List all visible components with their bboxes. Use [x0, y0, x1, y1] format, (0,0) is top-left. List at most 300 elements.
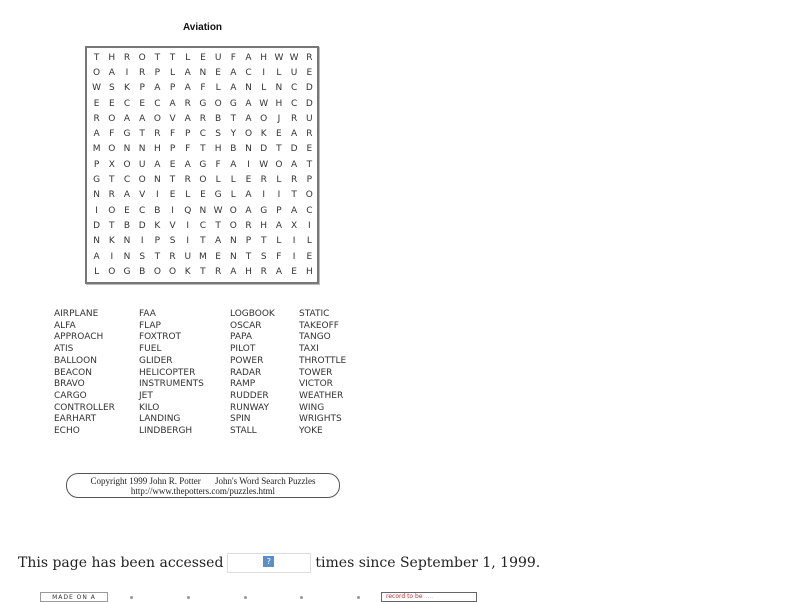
grid-row	[89, 142, 317, 157]
grid-cell: E	[200, 52, 206, 63]
grid-cell: O	[93, 67, 101, 78]
grid-cell: C	[123, 175, 131, 186]
grid-cell: E	[215, 251, 221, 262]
grid-cell: O	[229, 205, 237, 216]
word-list-item: SPIN	[230, 414, 251, 425]
grid-cell: T	[200, 266, 206, 277]
grid-cell: L	[306, 236, 312, 247]
word-list-item: TANGO	[299, 332, 331, 343]
grid-cell: N	[93, 236, 100, 247]
grid-cell: H	[214, 144, 222, 155]
puzzles-url-link[interactable]: http://www.thepotters.com/puzzles.html	[130, 486, 276, 496]
grid-row	[89, 111, 317, 126]
grid-cell: T	[139, 129, 145, 140]
grid-cell: T	[154, 52, 161, 63]
grid-cell: A	[230, 83, 237, 94]
grid-cell: K	[108, 236, 115, 247]
grid-cell: R	[245, 220, 252, 231]
grid-cell: C	[245, 67, 252, 78]
grid-cell: N	[123, 251, 131, 262]
grid-cell: E	[124, 205, 130, 216]
grid-cell: S	[169, 236, 176, 247]
copyright-text: Copyright 1999 John R. Potter	[90, 476, 201, 486]
grid-cell: D	[138, 220, 146, 231]
grid-cell: U	[214, 52, 222, 63]
award-badge[interactable]	[381, 592, 477, 602]
word-list-item: RADAR	[230, 367, 262, 378]
grid-cell: S	[108, 83, 115, 94]
grid-row	[89, 203, 317, 218]
grid-cell: T	[169, 52, 176, 63]
grid-cell: R	[139, 67, 146, 78]
word-list-item: RUDDER	[230, 390, 269, 401]
grid-cell: K	[184, 266, 191, 277]
site-name: John's Word Search Puzzles	[215, 476, 316, 486]
word-list-item: RUNWAY	[230, 402, 269, 413]
grid-cell: A	[230, 67, 237, 78]
grid-cell: G	[123, 129, 131, 140]
grid-cell: O	[214, 98, 222, 109]
grid-cell: O	[108, 205, 116, 216]
grid-row	[89, 264, 317, 279]
grid-cell: T	[154, 251, 161, 262]
word-list-item: TAXI	[299, 344, 319, 355]
grid-cell: P	[245, 236, 252, 247]
grid-cell: A	[230, 159, 237, 170]
grid-row	[89, 81, 317, 96]
grid-cell: B	[230, 144, 237, 155]
grid-cell: I	[277, 190, 281, 201]
grid-cell: A	[245, 205, 252, 216]
word-list-item: TAKEOFF	[299, 320, 339, 331]
grid-cell: R	[123, 52, 131, 63]
grid-cell: A	[123, 190, 131, 201]
word-list-item: OSCAR	[230, 320, 262, 331]
grid-cell: L	[230, 175, 236, 186]
grid-cell: H	[305, 266, 313, 277]
grid-cell: W	[289, 52, 299, 63]
grid-cell: T	[109, 220, 115, 231]
grid-cell: T	[215, 220, 221, 231]
word-list-item: STATIC	[299, 309, 330, 319]
grid-cell: N	[138, 144, 146, 155]
grid-cell: E	[200, 190, 206, 201]
word-list-item: CONTROLLER	[54, 402, 115, 413]
grid-cell: T	[200, 144, 206, 155]
grid-cell: N	[93, 190, 100, 201]
word-list-item: YOKE	[299, 426, 323, 437]
grid-cell: U	[184, 251, 192, 262]
grid-cell: G	[93, 175, 101, 186]
grid-cell: N	[245, 83, 252, 94]
grid-cell: A	[215, 236, 222, 247]
grid-cell: A	[154, 159, 161, 170]
grid-cell: F	[169, 129, 176, 140]
word-search-grid	[85, 46, 319, 284]
word-list-item: FUEL	[139, 344, 162, 355]
grid-cell: R	[199, 113, 207, 124]
copyright-box	[66, 473, 340, 498]
grid-cell: K	[154, 220, 161, 231]
grid-cell: A	[184, 67, 191, 78]
grid-cell: G	[260, 205, 268, 216]
grid-cell: L	[230, 190, 236, 201]
grid-cell: A	[169, 98, 176, 109]
grid-cell: T	[276, 144, 282, 155]
grid-cell: H	[153, 144, 161, 155]
grid-row	[89, 234, 317, 249]
word-list-item: FLAP	[139, 320, 161, 331]
word-list-item: ECHO	[54, 426, 80, 437]
word-list-column-4	[299, 309, 346, 438]
grid-cell: O	[305, 190, 313, 201]
grid-cell: R	[184, 98, 191, 109]
grid-cell: O	[123, 159, 131, 170]
grid-cell: L	[185, 190, 191, 201]
grid-cell: C	[199, 220, 207, 231]
grid-cell: A	[123, 113, 131, 124]
word-list-item: STALL	[230, 426, 257, 437]
puzzle-title: Aviation	[182, 22, 223, 33]
grid-cell: A	[184, 83, 191, 94]
grid-cell: P	[139, 83, 145, 94]
word-list-item: WRIGHTS	[299, 414, 342, 425]
grid-cell: O	[169, 266, 177, 277]
grid-cell: L	[261, 83, 267, 94]
grid-cell: R	[154, 129, 161, 140]
grid-cell: T	[291, 190, 297, 201]
grid-cell: L	[276, 175, 282, 186]
grid-cell: G	[199, 98, 207, 109]
grid-cell: D	[260, 144, 268, 155]
grid-cell: R	[260, 175, 267, 186]
word-list-item: PAPA	[230, 332, 253, 343]
grid-cell: E	[306, 251, 313, 262]
grid-cell: L	[215, 83, 221, 94]
grid-cell: N	[229, 236, 237, 247]
grid-cell: L	[94, 266, 100, 277]
grid-cell: S	[139, 251, 146, 262]
grid-cell: R	[260, 266, 267, 277]
grid-cell: F	[200, 83, 206, 94]
grid-cell: T	[93, 52, 100, 63]
grid-cell: O	[108, 113, 116, 124]
grid-cell: C	[290, 98, 298, 109]
word-list-item: LANDING	[139, 414, 181, 425]
grid-cell: A	[93, 251, 100, 262]
grid-cell: D	[305, 98, 313, 109]
grid-row	[89, 50, 317, 65]
grid-cell: V	[169, 113, 176, 124]
grid-row	[89, 172, 317, 187]
grid-cell: N	[199, 205, 207, 216]
word-list-item: RAMP	[230, 379, 256, 390]
grid-cell: P	[276, 205, 282, 216]
grid-cell: I	[292, 251, 296, 262]
grid-cell: I	[308, 220, 311, 231]
word-list-item: APPROACH	[54, 332, 104, 343]
word-list-item: THROTTLE	[299, 355, 347, 366]
grid-row	[89, 188, 317, 203]
made-on-a-badge[interactable]: MADE ON A	[40, 592, 108, 602]
footer-divider-dots	[130, 596, 360, 599]
grid-cell: R	[214, 266, 222, 277]
grid-cell: U	[306, 113, 313, 124]
grid-cell: A	[275, 266, 282, 277]
grid-cell: N	[229, 251, 237, 262]
grid-cell: I	[171, 205, 174, 216]
grid-cell: O	[138, 175, 146, 186]
grid-cell: P	[154, 236, 161, 247]
grid-cell: C	[154, 98, 161, 109]
counter-prefix: This page has been accessed	[18, 555, 224, 571]
grid-cell: A	[291, 205, 298, 216]
grid-cell: A	[184, 159, 191, 170]
word-list-item: TOWER	[299, 367, 333, 378]
grid-cell: E	[93, 98, 100, 109]
grid-cell: H	[260, 220, 268, 231]
grid-cell: R	[184, 175, 191, 186]
grid-cell: I	[247, 159, 250, 170]
grid-cell: E	[139, 98, 146, 109]
grid-cell: W	[92, 83, 102, 94]
grid-cell: O	[138, 52, 146, 63]
grid-cell: A	[154, 83, 161, 94]
word-list-item: HELICOPTER	[139, 367, 196, 378]
grid-cell: N	[199, 67, 207, 78]
word-list-item: PILOT	[230, 344, 256, 355]
grid-cell: A	[245, 113, 252, 124]
word-list-item: BRAVO	[54, 379, 85, 390]
grid-cell: O	[260, 113, 268, 124]
word-list-item: FAA	[139, 309, 156, 319]
grid-cell: L	[276, 236, 282, 247]
grid-cell: T	[109, 175, 115, 186]
grid-cell: G	[214, 190, 222, 201]
grid-cell: X	[108, 159, 115, 170]
word-list-item: KILO	[139, 402, 160, 413]
word-list-item: INSTRUMENTS	[139, 379, 204, 390]
word-list-item: GLIDER	[139, 355, 173, 366]
grid-cell: I	[262, 190, 266, 201]
grid-cell: C	[290, 83, 298, 94]
word-list-item: FOXTROT	[139, 332, 182, 343]
grid-cell: O	[199, 175, 207, 186]
grid-cell: T	[169, 175, 176, 186]
grid-cell: V	[169, 220, 176, 231]
grid-cell: O	[244, 129, 253, 140]
grid-cell: I	[125, 67, 129, 78]
word-list-column-2	[139, 309, 204, 438]
grid-cell: M	[199, 251, 207, 262]
grid-cell: C	[199, 129, 207, 140]
grid-cell: W	[259, 98, 269, 109]
grid-cell: N	[123, 236, 131, 247]
grid-cell: L	[276, 67, 282, 78]
grid-cell: R	[306, 129, 313, 140]
word-list-item: WEATHER	[299, 390, 344, 401]
grid-cell: H	[260, 52, 268, 63]
grid-cell: A	[184, 113, 191, 124]
grid-cell: S	[260, 251, 267, 262]
grid-cell: N	[153, 175, 161, 186]
grid-cell: O	[153, 266, 161, 277]
grid-cell: A	[230, 266, 237, 277]
grid-cell: E	[306, 67, 313, 78]
grid-row	[89, 126, 317, 141]
grid-cell: T	[200, 236, 206, 247]
grid-cell: A	[291, 159, 298, 170]
award-badge-faded-text: ....	[425, 593, 434, 600]
grid-cell: A	[139, 113, 146, 124]
grid-cell: G	[229, 98, 237, 109]
grid-row	[89, 96, 317, 111]
grid-cell: D	[290, 144, 298, 155]
grid-cell: W	[259, 159, 269, 170]
grid-cell: A	[245, 190, 252, 201]
grid-cell: E	[306, 144, 313, 155]
grid-cell: C	[306, 205, 313, 216]
grid-cell: F	[215, 159, 221, 170]
grid-row	[89, 157, 317, 172]
grid-cell: H	[108, 52, 116, 63]
grid-row	[89, 218, 317, 233]
grid-cell: I	[95, 205, 98, 216]
grid-cell: D	[305, 83, 313, 94]
grid-cell: O	[108, 266, 116, 277]
grid-cell: C	[139, 205, 146, 216]
grid-cell: H	[245, 266, 252, 277]
grid-cell: R	[306, 52, 313, 63]
grid-cell: R	[290, 113, 298, 124]
grid-cell: G	[123, 266, 131, 277]
broken-image-icon: ?	[263, 556, 274, 567]
word-list-item: EARHART	[54, 414, 97, 425]
grid-cell: A	[108, 67, 115, 78]
grid-row	[89, 65, 317, 80]
grid-cell: D	[93, 220, 101, 231]
grid-row	[89, 249, 317, 264]
grid-cell: A	[291, 129, 298, 140]
grid-cell: T	[230, 113, 237, 124]
grid-cell: I	[262, 67, 266, 78]
grid-cell: W	[213, 205, 223, 216]
grid-cell: H	[275, 98, 283, 109]
access-counter-line	[18, 553, 540, 573]
grid-cell: B	[139, 266, 146, 277]
grid-cell: R	[290, 175, 298, 186]
grid-cell: I	[186, 220, 190, 231]
grid-cell: F	[276, 251, 282, 262]
grid-cell: R	[169, 251, 176, 262]
grid-cell: A	[245, 52, 252, 63]
grid-cell: M	[92, 144, 101, 155]
grid-cell: P	[154, 67, 161, 78]
word-list-column-1	[54, 309, 115, 438]
grid-cell: A	[275, 220, 282, 231]
grid-cell: B	[154, 205, 161, 216]
grid-cell: I	[156, 190, 159, 201]
grid-cell: K	[260, 129, 267, 140]
grid-cell: E	[276, 129, 282, 140]
word-list-item: ATIS	[54, 344, 74, 355]
grid-cell: S	[215, 129, 221, 140]
grid-cell: P	[93, 159, 100, 170]
grid-cell: C	[123, 98, 131, 109]
grid-cell: X	[291, 220, 298, 231]
grid-cell: N	[245, 144, 252, 155]
grid-cell: I	[110, 251, 114, 262]
grid-cell: T	[260, 236, 267, 247]
word-list-item: BEACON	[54, 367, 92, 378]
hit-counter-image	[227, 553, 311, 573]
grid-cell: B	[123, 220, 131, 231]
word-list-item: LINDBERGH	[139, 426, 193, 437]
grid-cell: E	[108, 98, 115, 109]
grid-cell: O	[229, 220, 237, 231]
grid-cell: Y	[230, 129, 237, 140]
grid-cell: I	[186, 236, 190, 247]
word-list-item: POWER	[230, 355, 264, 366]
grid-cell: E	[169, 190, 176, 201]
grid-cell: A	[245, 98, 252, 109]
grid-cell: N	[123, 144, 131, 155]
grid-cell: F	[109, 129, 115, 140]
grid-cell: E	[169, 159, 176, 170]
grid-cell: I	[292, 236, 296, 247]
grid-cell: T	[306, 159, 313, 170]
grid-cell: P	[169, 144, 176, 155]
grid-cell: U	[290, 67, 298, 78]
grid-cell: V	[139, 190, 146, 201]
grid-cell: O	[108, 144, 116, 155]
grid-cell: U	[138, 159, 146, 170]
word-list-column-3	[230, 309, 275, 438]
grid-cell: P	[169, 83, 176, 94]
grid-cell: T	[245, 251, 252, 262]
grid-cell: J	[277, 113, 281, 124]
grid-cell: E	[215, 67, 221, 78]
grid-cell: I	[140, 236, 144, 247]
grid-cell: G	[199, 159, 207, 170]
grid-cell: L	[215, 175, 221, 186]
award-badge-text: record to be	[386, 593, 423, 600]
word-list-item: LOGBOOK	[230, 309, 275, 319]
word-list-item: CARGO	[54, 390, 87, 401]
grid-table	[89, 50, 317, 279]
word-list-item: JET	[139, 390, 153, 401]
grid-cell: K	[124, 83, 130, 94]
word-list-item: ALFA	[54, 320, 76, 331]
grid-cell: L	[170, 67, 176, 78]
grid-cell: Q	[184, 205, 192, 216]
grid-cell: A	[93, 129, 100, 140]
word-list-item: WING	[299, 402, 325, 413]
counter-suffix: times since September 1, 1999.	[315, 555, 541, 571]
word-list-item: VICTOR	[299, 379, 333, 390]
grid-cell: N	[275, 83, 283, 94]
grid-cell: E	[245, 175, 252, 186]
grid-cell: O	[275, 159, 283, 170]
grid-cell: B	[215, 113, 222, 124]
word-list-item: BALLOON	[54, 355, 97, 366]
grid-cell: P	[185, 129, 191, 140]
grid-cell: P	[306, 175, 313, 186]
grid-cell: O	[153, 113, 161, 124]
grid-cell: E	[291, 266, 297, 277]
grid-cell: F	[230, 52, 236, 63]
grid-cell: L	[185, 52, 191, 63]
